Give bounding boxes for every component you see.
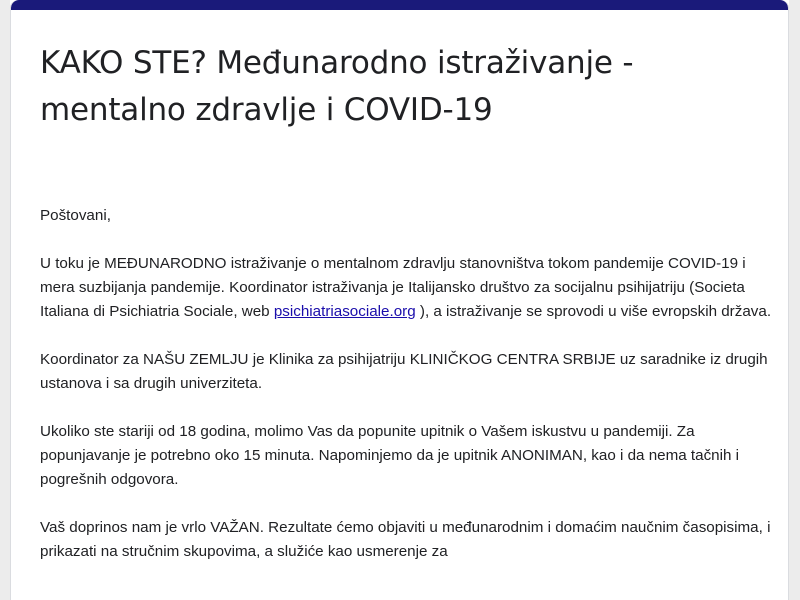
description-paragraph-2: Koordinator za NAŠU ZEMLJU je Klinika za psihijatriju KLINIČKOG CENTRA SRBIJE uz saradnike iz drugih ustanova i sa drugih univerziteta.: [40, 351, 768, 392]
form-header-card: [10, 0, 789, 600]
page-background-left: [0, 0, 10, 600]
description-paragraph-1: [40, 252, 775, 324]
description-greeting: Poštovani,: [40, 207, 111, 224]
paragraph-1-text-end: ), a istraživanje se sprovodi u više evropskih država.: [415, 303, 772, 320]
paragraph-1-text-start: U toku je MEĐUNARODNO istraživanje o mentalnom zdravlju stanovništva tokom pandemije COVID-19 i mera suzbijanja pandemije. Koordinator istraživanja je Italijansko društvo za socijalnu psihijatriju (Societa Italiana di Psichiatria Sociale, web: [40, 255, 746, 320]
description-paragraph-4: Vaš doprinos nam je vrlo VAŽAN. Rezultate ćemo objaviti u međunarodnim i domaćim naučnim časopisima, i prikazati na stručnim skupovima, a služiće kao usmerenje za: [40, 519, 771, 560]
description-paragraph-3: Ukoliko ste stariji od 18 godina, molimo Vas da popunite upitnik o Vašem iskustvu u pandemiji. Za popunjavanje je potrebno oko 15 minuta. Napominjemo da je upitnik ANONIMAN, kao i da nema tačnih i pogrešnih odgovora.: [40, 423, 740, 488]
form-description: [40, 204, 775, 588]
form-header-accent-bar: [11, 0, 788, 10]
psichiatriasociale-link[interactable]: psichiatriasociale.org: [273, 303, 416, 320]
page-background-right: [789, 0, 800, 600]
form-title: KAKO STE? Međunarodno istraživanje - mentalno zdravlje i COVID-19: [40, 45, 634, 128]
